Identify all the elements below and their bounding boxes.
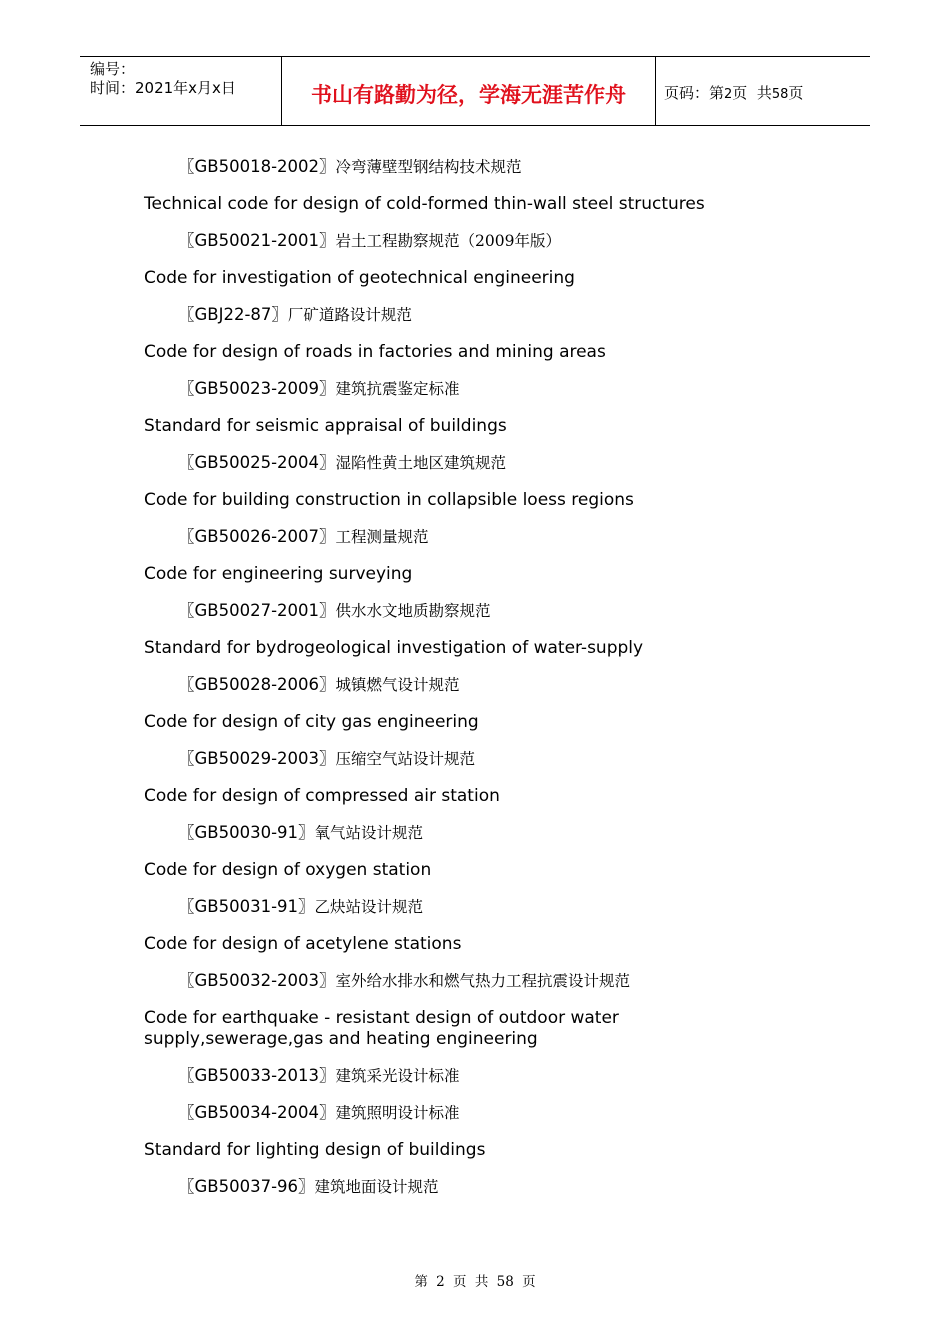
standard-code-line	[178, 823, 423, 843]
standard-title-cn: 建筑抗震鉴定标准	[335, 380, 460, 398]
page-header	[80, 56, 870, 126]
standard-title-cn: 压缩空气站设计规范	[335, 750, 476, 768]
standard-code: 〖GB50027-2001〗	[178, 601, 336, 620]
standard-code: 〖GB50032-2003〗	[178, 971, 336, 990]
standard-title-en: Technical code for design of cold-formed thin-wall steel structures	[144, 194, 705, 214]
standard-code-line	[178, 305, 412, 325]
total-pages: 58	[771, 87, 789, 102]
page-prefix: 页码：第	[664, 84, 725, 102]
standard-code: 〖GB50025-2004〗	[178, 453, 336, 472]
standard-code-line	[178, 527, 429, 547]
standard-code-line	[178, 157, 522, 177]
standard-title-cn: 冷弯薄壁型钢结构技术规范	[335, 158, 522, 176]
standard-code-line	[178, 231, 561, 251]
standard-code-line	[178, 453, 506, 473]
standard-code-line	[178, 971, 630, 991]
standard-title-en: Standard for seismic appraisal of buildings	[144, 416, 507, 436]
standard-code: 〖GB50018-2002〗	[178, 157, 336, 176]
standard-code: 〖GBJ22-87〗	[178, 305, 288, 324]
page-suffix: 页	[788, 84, 804, 102]
standard-code-line	[178, 1177, 439, 1197]
standard-code: 〖GB50021-2001〗	[178, 231, 336, 250]
standard-title-en: Standard for bydrogeological investigation of water-supply	[144, 638, 644, 658]
serial-label: 编号：	[90, 60, 136, 78]
standard-title-en: Standard for lighting design of buildings	[144, 1140, 486, 1160]
header-meta-cell	[80, 57, 282, 125]
standard-title-en: Code for earthquake - resistant design of outdoor water	[144, 1008, 619, 1028]
standard-code: 〖GB50023-2009〗	[178, 379, 336, 398]
standard-title-cn: 城镇燃气设计规范	[335, 676, 460, 694]
standard-code-line	[178, 1103, 460, 1123]
standard-title-en: Code for design of compressed air station	[144, 786, 500, 806]
page-mid: 页 共	[732, 84, 772, 102]
standard-title-cn: 建筑照明设计标准	[335, 1104, 460, 1122]
page-number: 2	[724, 87, 733, 102]
standard-title-en-continued: supply,sewerage,gas and heating engineering	[144, 1029, 538, 1049]
standard-code: 〖GB50028-2006〗	[178, 675, 336, 694]
standard-title-cn: 湿陷性黄土地区建筑规范	[335, 454, 507, 472]
standard-code: 〖GB50031-91〗	[178, 897, 315, 916]
page-footer: 第 2 页 共 58 页	[414, 1274, 536, 1290]
standard-code: 〖GB50030-91〗	[178, 823, 315, 842]
standard-code: 〖GB50026-2007〗	[178, 527, 336, 546]
standard-code: 〖GB50034-2004〗	[178, 1103, 336, 1122]
standard-code: 〖GB50037-96〗	[178, 1177, 315, 1196]
standard-title-cn: 乙炔站设计规范	[314, 898, 424, 916]
standard-title-cn: 岩土工程勘察规范（2009年版）	[335, 232, 561, 250]
standard-code: 〖GB50029-2003〗	[178, 749, 336, 768]
standard-title-cn: 氧气站设计规范	[314, 824, 424, 842]
standard-title-en: Code for investigation of geotechnical engineering	[144, 268, 575, 288]
standard-code-line	[178, 675, 460, 695]
time-label: 时间：2021年x月x日	[90, 79, 236, 97]
header-page-cell	[656, 57, 870, 125]
standard-title-en: Code for design of city gas engineering	[144, 712, 479, 732]
standard-code-line	[178, 1066, 460, 1086]
standard-title-cn: 建筑地面设计规范	[314, 1178, 439, 1196]
motto-text: 书山有路勤为径，学海无涯苦作舟	[311, 82, 626, 107]
standard-title-en: Code for building construction in collapsible loess regions	[144, 490, 634, 510]
standard-title-en: Code for design of roads in factories and mining areas	[144, 342, 606, 362]
standard-title-en: Code for design of oxygen station	[144, 860, 432, 880]
standard-code-line	[178, 379, 460, 399]
standard-title-cn: 厂矿道路设计规范	[287, 306, 412, 324]
page-indicator	[664, 82, 803, 103]
standard-title-en: Code for engineering surveying	[144, 564, 413, 584]
standard-title-cn: 供水水文地质勘察规范	[335, 602, 491, 620]
standard-title-cn: 工程测量规范	[335, 528, 429, 546]
standard-code-line	[178, 897, 423, 917]
standard-title-en: Code for design of acetylene stations	[144, 934, 462, 954]
standard-code-line	[178, 749, 475, 769]
header-motto-cell	[282, 57, 656, 125]
standard-code-line	[178, 601, 491, 621]
standard-title-cn: 室外给水排水和燃气热力工程抗震设计规范	[335, 972, 631, 990]
standard-code: 〖GB50033-2013〗	[178, 1066, 336, 1085]
standard-title-cn: 建筑采光设计标准	[335, 1067, 460, 1085]
